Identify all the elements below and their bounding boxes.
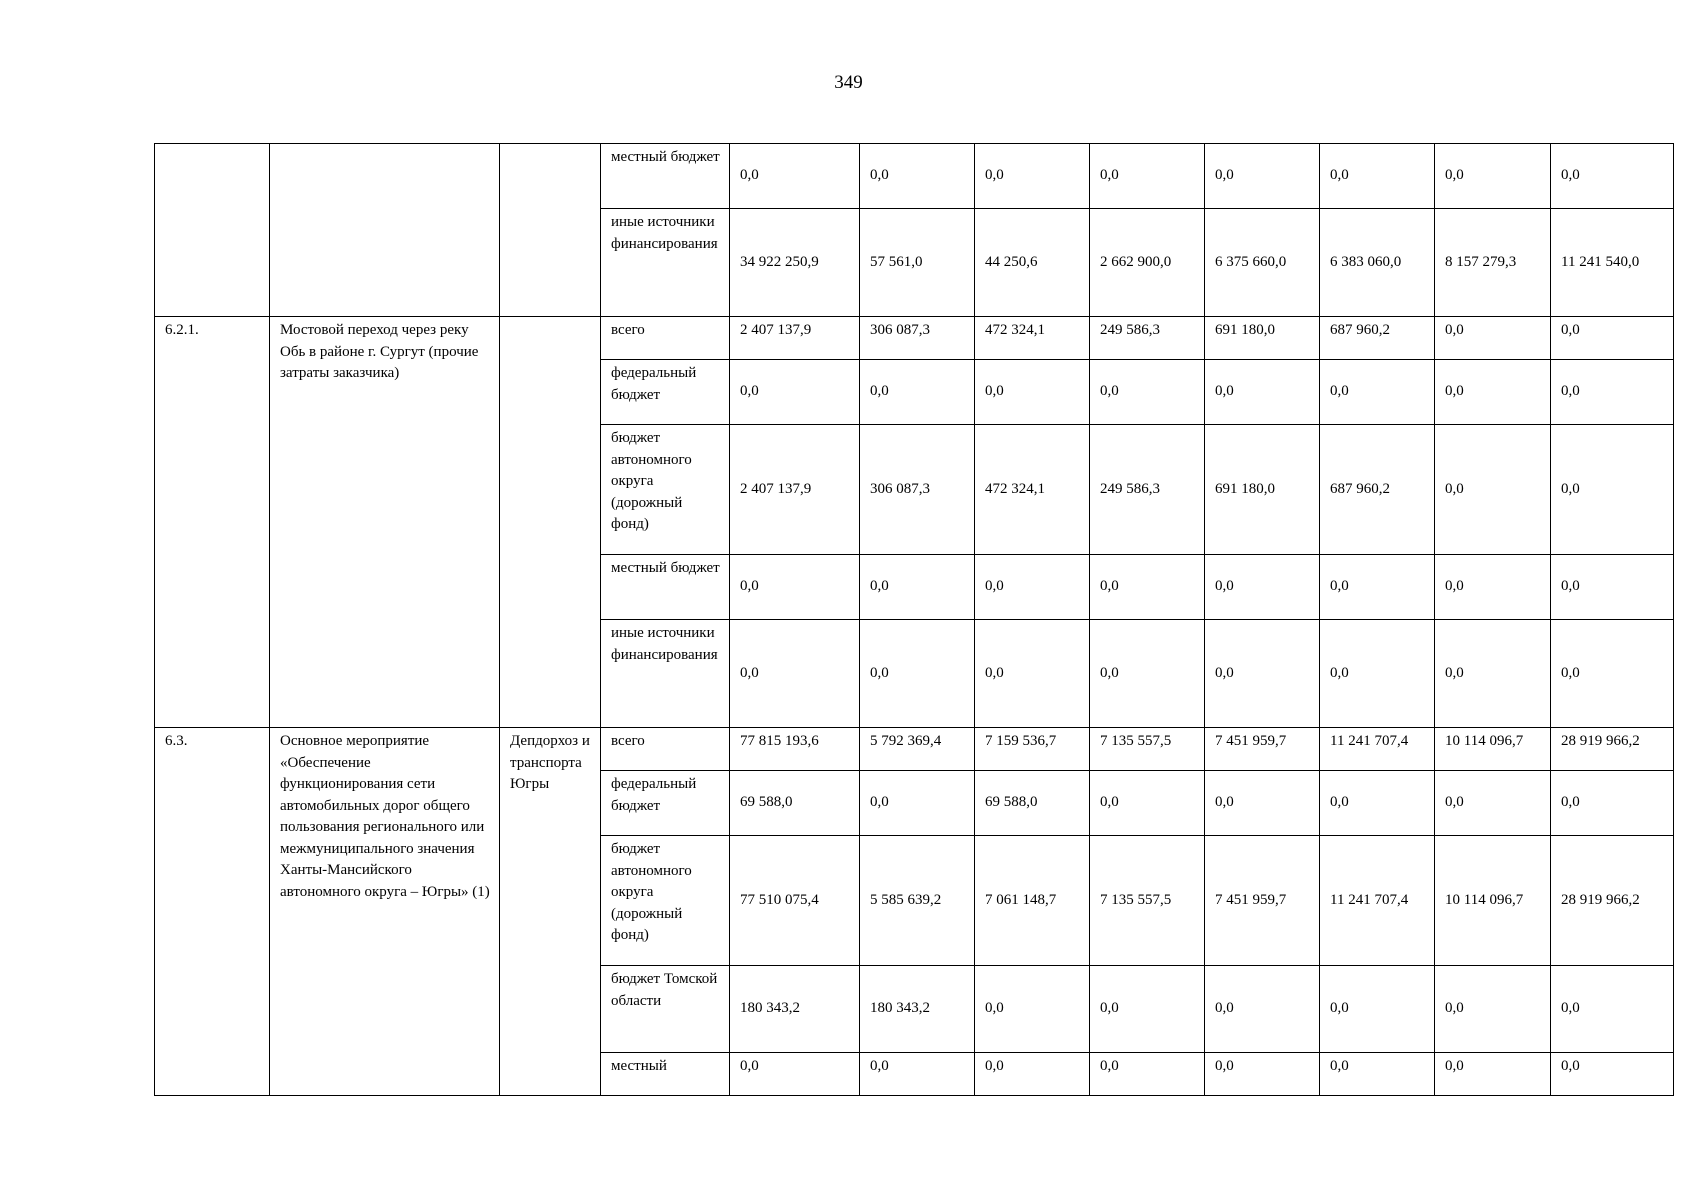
funding-source: местный бюджет — [601, 555, 730, 620]
amount-cell: 0,0 — [1551, 555, 1674, 620]
amount-cell: 0,0 — [1205, 966, 1320, 1053]
amount-cell: 77 815 193,6 — [730, 728, 860, 771]
funding-source: федеральный бюджет — [601, 360, 730, 425]
amount-cell: 687 960,2 — [1320, 425, 1435, 555]
amount-cell: 77 510 075,4 — [730, 836, 860, 966]
amount-cell: 472 324,1 — [975, 317, 1090, 360]
amount-cell: 0,0 — [1320, 966, 1435, 1053]
amount-cell: 0,0 — [1320, 771, 1435, 836]
amount-cell: 691 180,0 — [1205, 317, 1320, 360]
funding-source: всего — [601, 728, 730, 771]
amount-cell: 0,0 — [975, 966, 1090, 1053]
amount-cell: 687 960,2 — [1320, 317, 1435, 360]
row-name: Основное мероприятие «Обеспечение функционирования сети автомобильных дорог общего пользования регионального или межмуниципального значения Ханты-Мансийского автономного округа – Югры» (1) — [270, 728, 500, 1096]
amount-cell: 0,0 — [1551, 620, 1674, 728]
amount-cell: 0,0 — [860, 771, 975, 836]
amount-cell: 0,0 — [1205, 555, 1320, 620]
amount-cell: 10 114 096,7 — [1435, 836, 1551, 966]
amount-cell: 0,0 — [1435, 555, 1551, 620]
amount-cell: 0,0 — [1320, 144, 1435, 209]
amount-cell: 0,0 — [1205, 771, 1320, 836]
amount-cell: 0,0 — [860, 620, 975, 728]
amount-cell: 11 241 540,0 — [1551, 209, 1674, 317]
amount-cell: 0,0 — [1090, 771, 1205, 836]
amount-cell: 2 407 137,9 — [730, 425, 860, 555]
funding-source: федеральный бюджет — [601, 771, 730, 836]
amount-cell: 306 087,3 — [860, 425, 975, 555]
amount-cell: 0,0 — [1205, 1053, 1320, 1096]
row-name — [270, 144, 500, 317]
funding-source: всего — [601, 317, 730, 360]
amount-cell: 2 662 900,0 — [1090, 209, 1205, 317]
amount-cell: 34 922 250,9 — [730, 209, 860, 317]
amount-cell: 28 919 966,2 — [1551, 728, 1674, 771]
row-name: Мостовой переход через реку Обь в районе г. Сургут (прочие затраты заказчика) — [270, 317, 500, 728]
funding-source: бюджет автономного округа (дорожный фонд) — [601, 425, 730, 555]
amount-cell: 0,0 — [975, 555, 1090, 620]
amount-cell: 0,0 — [1551, 317, 1674, 360]
row-executor: Депдорхоз и транспорта Югры — [500, 728, 601, 1096]
amount-cell: 0,0 — [975, 360, 1090, 425]
amount-cell: 7 159 536,7 — [975, 728, 1090, 771]
amount-cell: 0,0 — [975, 620, 1090, 728]
amount-cell: 180 343,2 — [730, 966, 860, 1053]
amount-cell: 28 919 966,2 — [1551, 836, 1674, 966]
row-code: 6.3. — [155, 728, 270, 1096]
amount-cell: 0,0 — [1090, 360, 1205, 425]
amount-cell: 0,0 — [1435, 966, 1551, 1053]
funding-source: местный бюджет — [601, 144, 730, 209]
amount-cell: 0,0 — [1205, 360, 1320, 425]
row-code — [155, 144, 270, 317]
amount-cell: 0,0 — [860, 1053, 975, 1096]
amount-cell: 0,0 — [730, 1053, 860, 1096]
amount-cell: 6 383 060,0 — [1320, 209, 1435, 317]
funding-source: бюджет Томской области — [601, 966, 730, 1053]
amount-cell: 7 061 148,7 — [975, 836, 1090, 966]
amount-cell: 0,0 — [1551, 360, 1674, 425]
amount-cell: 691 180,0 — [1205, 425, 1320, 555]
amount-cell: 0,0 — [1435, 144, 1551, 209]
amount-cell: 0,0 — [1090, 620, 1205, 728]
amount-cell: 0,0 — [1551, 771, 1674, 836]
table-row — [155, 144, 1674, 209]
amount-cell: 0,0 — [860, 144, 975, 209]
amount-cell: 0,0 — [1551, 425, 1674, 555]
amount-cell: 7 451 959,7 — [1205, 836, 1320, 966]
funding-source: бюджет автономного округа (дорожный фонд) — [601, 836, 730, 966]
financing-table — [154, 143, 1674, 1096]
amount-cell: 0,0 — [1435, 425, 1551, 555]
amount-cell: 0,0 — [860, 360, 975, 425]
amount-cell: 0,0 — [1205, 144, 1320, 209]
amount-cell: 11 241 707,4 — [1320, 836, 1435, 966]
amount-cell: 0,0 — [1320, 360, 1435, 425]
amount-cell: 0,0 — [1551, 1053, 1674, 1096]
amount-cell: 306 087,3 — [860, 317, 975, 360]
funding-source: иные источники финансирования — [601, 209, 730, 317]
amount-cell: 7 135 557,5 — [1090, 728, 1205, 771]
amount-cell: 69 588,0 — [975, 771, 1090, 836]
amount-cell: 44 250,6 — [975, 209, 1090, 317]
amount-cell: 11 241 707,4 — [1320, 728, 1435, 771]
amount-cell: 0,0 — [1435, 620, 1551, 728]
amount-cell: 0,0 — [1320, 555, 1435, 620]
amount-cell: 0,0 — [730, 555, 860, 620]
amount-cell: 249 586,3 — [1090, 425, 1205, 555]
amount-cell: 2 407 137,9 — [730, 317, 860, 360]
amount-cell: 0,0 — [1435, 1053, 1551, 1096]
row-executor — [500, 144, 601, 317]
amount-cell: 7 451 959,7 — [1205, 728, 1320, 771]
amount-cell: 0,0 — [1551, 966, 1674, 1053]
page-number: 349 — [834, 72, 863, 93]
amount-cell: 0,0 — [1090, 144, 1205, 209]
amount-cell: 0,0 — [860, 555, 975, 620]
amount-cell: 0,0 — [975, 1053, 1090, 1096]
amount-cell: 0,0 — [1435, 360, 1551, 425]
amount-cell: 0,0 — [1205, 620, 1320, 728]
amount-cell: 0,0 — [1090, 1053, 1205, 1096]
amount-cell: 0,0 — [1320, 620, 1435, 728]
amount-cell: 57 561,0 — [860, 209, 975, 317]
amount-cell: 0,0 — [1551, 144, 1674, 209]
amount-cell: 8 157 279,3 — [1435, 209, 1551, 317]
amount-cell: 5 585 639,2 — [860, 836, 975, 966]
amount-cell: 0,0 — [975, 144, 1090, 209]
table-row — [155, 728, 1674, 771]
amount-cell: 472 324,1 — [975, 425, 1090, 555]
amount-cell: 7 135 557,5 — [1090, 836, 1205, 966]
row-executor — [500, 317, 601, 728]
amount-cell: 5 792 369,4 — [860, 728, 975, 771]
amount-cell: 0,0 — [1090, 966, 1205, 1053]
amount-cell: 0,0 — [730, 360, 860, 425]
amount-cell: 0,0 — [730, 144, 860, 209]
amount-cell: 0,0 — [1435, 771, 1551, 836]
amount-cell: 249 586,3 — [1090, 317, 1205, 360]
amount-cell: 0,0 — [1320, 1053, 1435, 1096]
funding-source: иные источники финансирования — [601, 620, 730, 728]
amount-cell: 0,0 — [1090, 555, 1205, 620]
amount-cell: 0,0 — [730, 620, 860, 728]
amount-cell: 180 343,2 — [860, 966, 975, 1053]
amount-cell: 0,0 — [1435, 317, 1551, 360]
amount-cell: 6 375 660,0 — [1205, 209, 1320, 317]
amount-cell: 69 588,0 — [730, 771, 860, 836]
amount-cell: 10 114 096,7 — [1435, 728, 1551, 771]
funding-source: местный — [601, 1053, 730, 1096]
table-row — [155, 317, 1674, 360]
row-code: 6.2.1. — [155, 317, 270, 728]
